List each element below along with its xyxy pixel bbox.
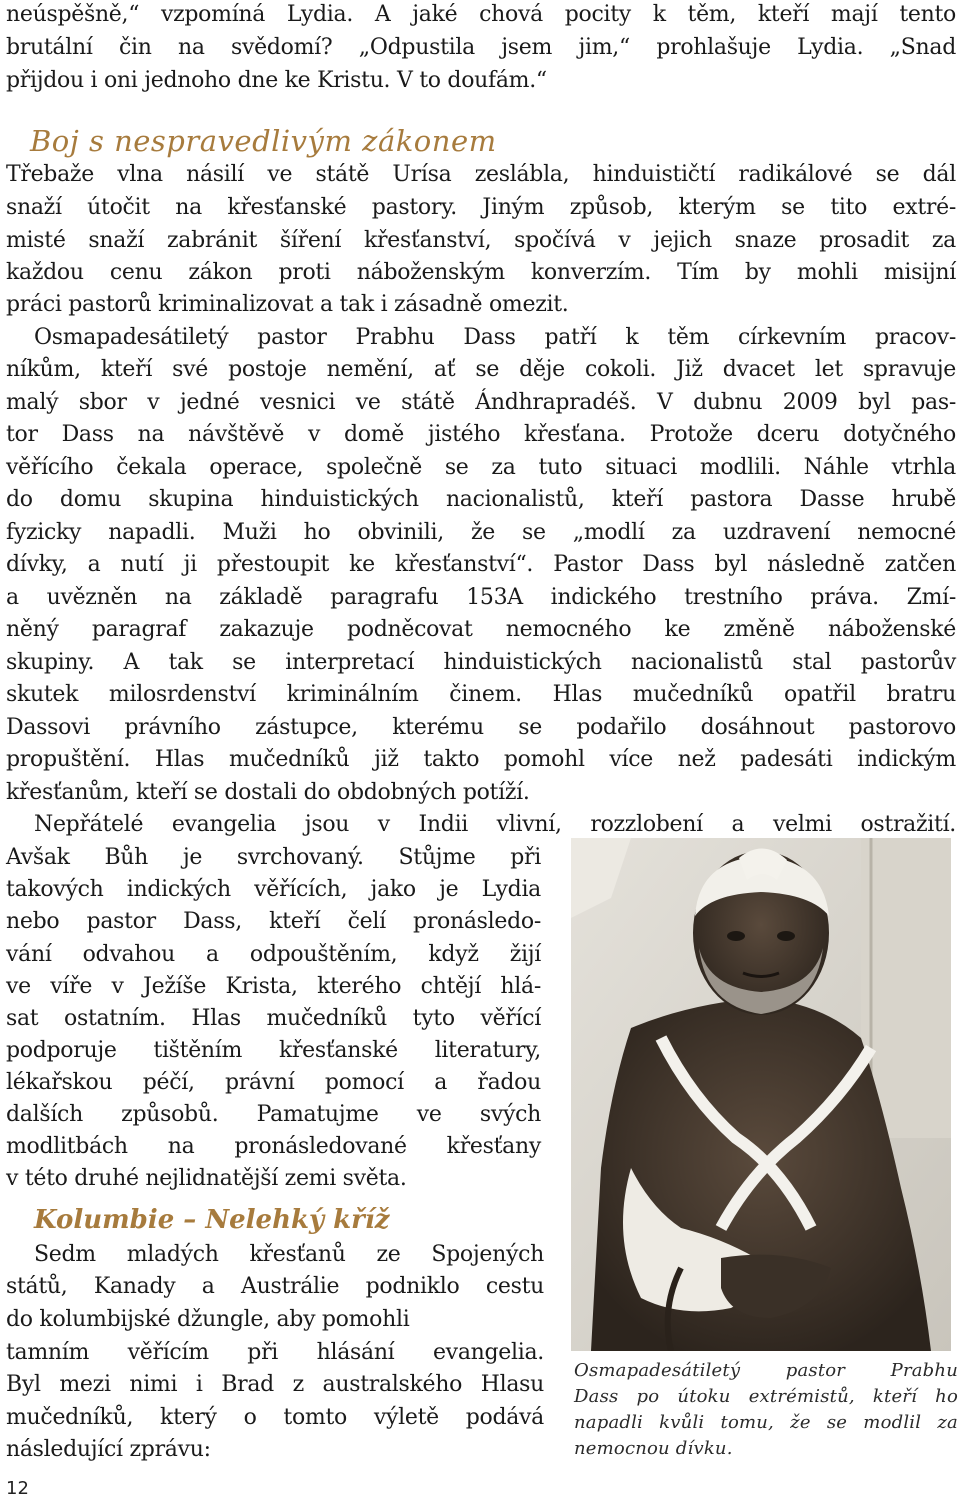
text-line: skutek milosrdenství kriminálním činem. Hlas mučedníků opatřil bratru <box>6 682 956 707</box>
text-line: států, Kanady a Austrálie podniklo cestu <box>6 1274 544 1299</box>
text-line: brutální čin na svědomí? „Odpustila jsem jim,“ prohlašuje Lydia. „Snad <box>6 35 956 60</box>
caption-line: Dass po útoku extrémistů, kteří ho <box>574 1386 958 1407</box>
text-line: ve víře v Ježíše Krista, kterého chtějí hlá- <box>6 974 541 999</box>
text-line: do kolumbijské džungle, aby pomohli <box>6 1307 410 1332</box>
section-heading: Boj s nespravedlivým zákonem <box>30 124 497 158</box>
text-line: vání odvahou a odpouštěním, když žijí <box>6 942 541 967</box>
text-line: do domu skupina hinduistických nacionalistů, kteří pastora Dasse hrubě <box>6 487 956 512</box>
text-line: modlitbách na pronásledované křesťany <box>6 1134 541 1159</box>
text-line: nebo pastor Dass, kteří čelí pronásledo- <box>6 909 541 934</box>
text-line: sat ostatním. Hlas mučedníků tyto věřící <box>6 1006 541 1031</box>
text-line: takových indických věřících, jako je Lydia <box>6 877 541 902</box>
text-line: Dassovi právního zástupce, kterému se podařilo dosáhnout pastorovo <box>6 715 956 740</box>
text-line: dalších způsobů. Pamatujme ve svých <box>6 1102 541 1127</box>
text-line: Nepřátelé evangelia jsou v Indii vlivní, rozzlobení a velmi ostražití. <box>34 812 956 837</box>
text-line: Sedm mladých křesťanů ze Spojených <box>34 1242 544 1267</box>
text-line: něný paragraf zakazuje podněcovat nemocného ke změně náboženské <box>6 617 956 642</box>
text-line: skupiny. A tak se interpretací hinduistických nacionalistů stal pastorův <box>6 650 956 675</box>
text-line: lékařskou péčí, právní pomocí a řadou <box>6 1070 541 1095</box>
text-line: malý sbor v jedné vesnici ve státě Ándhrapradéš. V dubnu 2009 byl pas- <box>6 390 956 415</box>
caption-line: nemocnou dívku. <box>574 1438 733 1459</box>
text-line: následující zprávu: <box>6 1437 211 1462</box>
caption-line: napadli kvůli tomu, že se modlil za <box>574 1412 958 1433</box>
section-heading: Kolumbie – Nelehký kříž <box>34 1205 390 1235</box>
page-number: 12 <box>6 1478 29 1499</box>
text-line: Třebaže vlna násilí ve státě Urísa zeslábla, hinduističtí radikálové se dál <box>6 162 956 187</box>
text-line: tamním věřícím při hlásání evangelia. <box>6 1340 544 1365</box>
text-line: podporuje tištěním křesťanské literatury, <box>6 1038 541 1063</box>
text-line: Osmapadesátiletý pastor Prabhu Dass patří k těm církevním pracov- <box>34 325 956 350</box>
text-line: v této druhé nejlidnatější zemi světa. <box>6 1166 407 1191</box>
text-line: Avšak Bůh je svrchovaný. Stůjme při <box>6 845 541 870</box>
text-line: Byl mezi nimi i Brad z australského Hlasu <box>6 1372 544 1397</box>
text-line: a uvězněn na základě paragrafu 153A indického trestního práva. Zmí- <box>6 585 956 610</box>
text-line: propuštění. Hlas mučedníků již takto pomohl více než padesáti indickým <box>6 747 956 772</box>
text-line: snaží útočit na křesťanské pastory. Jiným způsob, kterým se tito extré- <box>6 195 956 220</box>
text-line: níkům, kteří své postoje nemění, ať se děje cokoli. Již dvacet let spravuje <box>6 357 956 382</box>
text-line: práci pastorů kriminalizovat a tak i zásadně omezit. <box>6 292 569 317</box>
text-line: mučedníků, který o tomto výletě podává <box>6 1405 544 1430</box>
photo-illustration <box>571 838 951 1351</box>
text-line: misté snaží zabránit šíření křesťanství, spočívá v jejich snaze prosadit za <box>6 228 956 253</box>
caption-line: Osmapadesátiletý pastor Prabhu <box>574 1360 958 1381</box>
text-line: tor Dass na návštěvě v domě jistého křesťana. Protože dceru dotyčného <box>6 422 956 447</box>
text-line: fyzicky napadli. Muži ho obvinili, že se „modlí za uzdravení nemocné <box>6 520 956 545</box>
text-line: každou cenu zákon proti náboženským konverzím. Tím by mohli misijní <box>6 260 956 285</box>
text-line: dívky, a nutí ji přestoupit ke křesťanství“. Pastor Dass byl následně zatčen <box>6 552 956 577</box>
text-line: věřícího čekala operace, společně se za tuto situaci modlili. Náhle vtrhla <box>6 455 956 480</box>
text-line: křesťanům, kteří se dostali do obdobných potíží. <box>6 780 530 805</box>
pastor-photo <box>571 838 951 1351</box>
text-line: přijdou i oni jednoho dne ke Kristu. V to doufám.“ <box>6 68 547 93</box>
text-line: neúspěšně,“ vzpomíná Lydia. A jaké chová pocity k těm, kteří mají tento <box>6 2 956 27</box>
